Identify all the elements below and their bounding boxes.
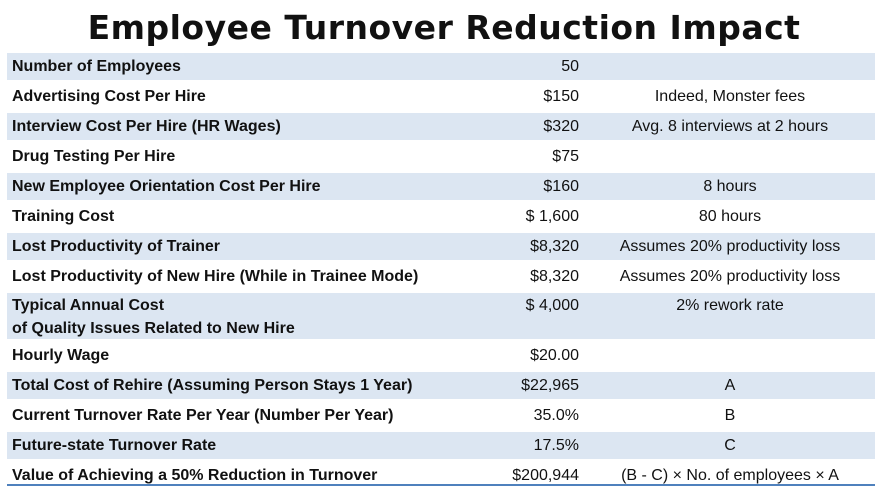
table-row-orientation [7,173,875,200]
row-label: Future-state Turnover Rate [7,432,454,459]
table-row-advertising [7,83,875,110]
row-value: $160 [454,173,585,200]
row-value: $75 [552,147,579,165]
row-value: 17.5% [454,432,585,459]
row-value: $8,320 [530,267,579,285]
row-note: 8 hours [585,173,875,200]
row-value: 35.0% [533,406,579,424]
table-row-trainer-productivity [7,233,875,260]
row-value: $150 [543,87,579,105]
row-value: $200,944 [512,466,579,484]
row-note: Indeed, Monster fees [654,87,806,105]
row-value: $ 4,000 [454,293,585,339]
row-value: $20.00 [530,346,579,364]
row-label: Lost Productivity of New Hire (While in Trainee Mode) [12,267,419,285]
row-label: Value of Achieving a 50% Reduction in Turnover [12,466,378,484]
row-label: Current Turnover Rate Per Year (Number Per Year) [12,406,394,424]
row-note [585,342,875,369]
row-note: 80 hours [698,207,762,225]
row-note: 2% rework rate [585,293,875,339]
row-label-line-2: of Quality Issues Related to New Hire [12,320,295,337]
row-note [585,53,875,80]
row-note: Assumes 20% productivity loss [619,267,841,285]
row-value: 50 [454,53,585,80]
row-label: Training Cost [12,207,115,225]
cost-table [7,50,875,492]
bottom-rule [7,484,875,486]
table-row-quality-issues [7,293,875,339]
page-title: Employee Turnover Reduction Impact [87,8,801,47]
row-value: $22,965 [454,372,585,399]
row-label: Interview Cost Per Hire (HR Wages) [7,113,454,140]
table-row-drug-testing [7,143,875,170]
table-row-current-turnover [7,402,875,429]
row-label: Lost Productivity of Trainer [7,233,454,260]
table-row-hourly-wage [7,342,875,369]
row-value: $8,320 [454,233,585,260]
row-value: $320 [454,113,585,140]
table-row-new-hire-productivity [7,263,875,290]
table-row-interview [7,113,875,140]
row-note: A [585,372,875,399]
table-row-total-rehire [7,372,875,399]
row-label: Number of Employees [7,53,454,80]
row-label: Typical Annual Cost [12,297,165,314]
row-note: C [585,432,875,459]
table-row-training [7,203,875,230]
row-note: Assumes 20% productivity loss [585,233,875,260]
row-label: Drug Testing Per Hire [12,147,176,165]
row-label: Hourly Wage [12,346,110,364]
row-label: New Employee Orientation Cost Per Hire [7,173,454,200]
row-note [585,143,875,170]
row-note: B [724,406,736,424]
table-row-employees [7,53,875,80]
row-note: Avg. 8 interviews at 2 hours [585,113,875,140]
row-label: Advertising Cost Per Hire [12,87,206,105]
row-label: Total Cost of Rehire (Assuming Person Stays 1 Year) [7,372,454,399]
row-label-multiline [7,293,454,339]
row-value: $ 1,600 [525,207,579,225]
row-note: (B - C) × No. of employees × A [621,466,839,484]
table-row-future-turnover [7,432,875,459]
